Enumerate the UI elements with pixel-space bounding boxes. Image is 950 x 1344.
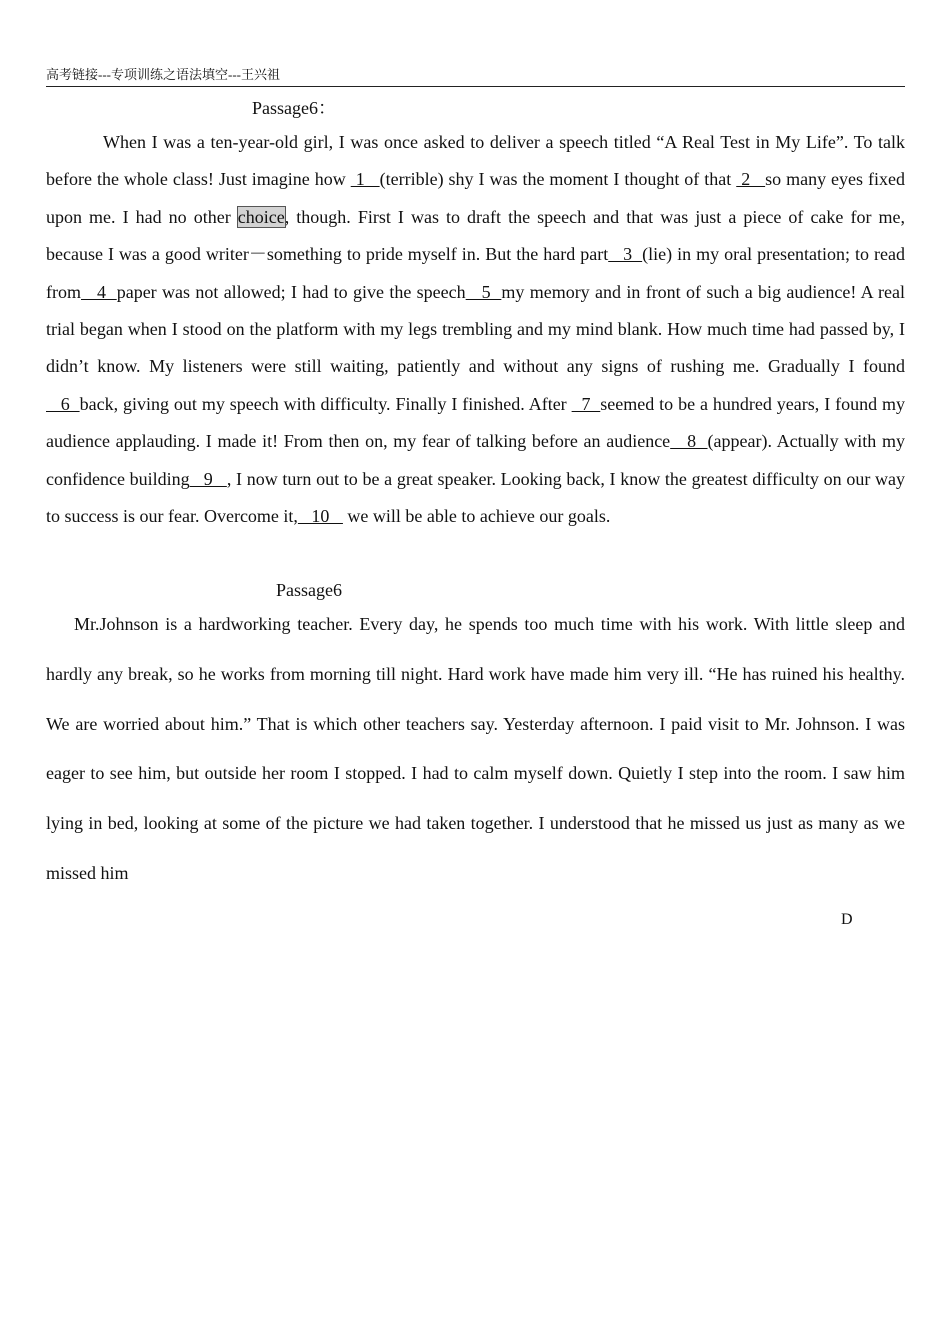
blank-10: 10 bbox=[297, 506, 343, 527]
text-segment: paper was not allowed; I had to give the speech bbox=[116, 281, 466, 302]
highlighted-word: choice bbox=[237, 206, 285, 227]
blank-7: 7 bbox=[571, 393, 601, 414]
page-header: 高考链接---专项训练之语法填空---王兴祖 bbox=[46, 66, 905, 87]
text-segment: (lie) in my oral presentation; to read from bbox=[46, 244, 905, 302]
text-segment: Mr.Johnson is a hardworking teacher. Every day, he spends too much time with his work. With little sleep and hardly any break, so he works from morning till night. Hard work have made him very ill. “He has ruined his healthy. We are worried about him.” That is which other teachers say. Yesterday afternoon. I paid visit to Mr. Johnson. I was eager to see him, but outside her room I stopped. I had to calm myself down. Quietly I step into the room. I saw him lying in bed, looking at some of the picture we had taken together. I understood that he missed us just as many as we missed him bbox=[46, 614, 905, 883]
text-segment: so many eyes fixed upon me. I had no other bbox=[46, 169, 906, 227]
text-segment: , I now turn out to be a great speaker. Looking back, I know the greatest difficulty on our way to success is our fear. Overcome it, bbox=[46, 468, 905, 527]
text-segment: When I was a ten-year-old girl, I was once asked to deliver a speech titled “A Real Test in My Life”. To talk before the whole class! Just imagine how bbox=[46, 132, 905, 190]
blank-6: 6 bbox=[46, 393, 80, 414]
blank-8: 8 bbox=[670, 431, 708, 452]
blank-4: 4 bbox=[81, 281, 117, 302]
text-segment: , though. First I was to draft the speech and that was just a piece of cake for me, because I was a good writer－something to pride myself in. But the hard part bbox=[46, 206, 905, 265]
blank-3: 3 bbox=[608, 244, 643, 265]
text-segment: (terrible) shy I was the moment I thought of that bbox=[379, 169, 737, 190]
text-segment: (appear). Actually with my confidence building bbox=[46, 431, 905, 489]
blank-2: 2 bbox=[736, 169, 766, 190]
passage2-title: Passage6 bbox=[276, 580, 342, 600]
text-segment: my memory and in front of such a big audience! A real trial began when I stood on the platform with my legs trembling and my mind blank. How much time had passed by, I didn’t know. My listeners were still waiting, patiently and without any signs of rushing me. Gradually I found bbox=[46, 281, 905, 377]
blank-5: 5 bbox=[465, 281, 502, 302]
footer-mark: D bbox=[841, 911, 853, 928]
passage1-title: Passage6： bbox=[252, 98, 336, 118]
blank-1: 1 bbox=[350, 169, 380, 190]
text-segment: seemed to be a hundred years, I found my audience applauding. I made it! From then on, my fear of talking before an audience bbox=[46, 393, 906, 452]
blank-9: 9 bbox=[189, 468, 227, 489]
text-segment: back, giving out my speech with difficulty. Finally I finished. After bbox=[79, 393, 572, 414]
passage1-body bbox=[46, 124, 905, 535]
passage2-body bbox=[46, 600, 905, 899]
text-segment: we will be able to achieve our goals. bbox=[342, 506, 611, 527]
